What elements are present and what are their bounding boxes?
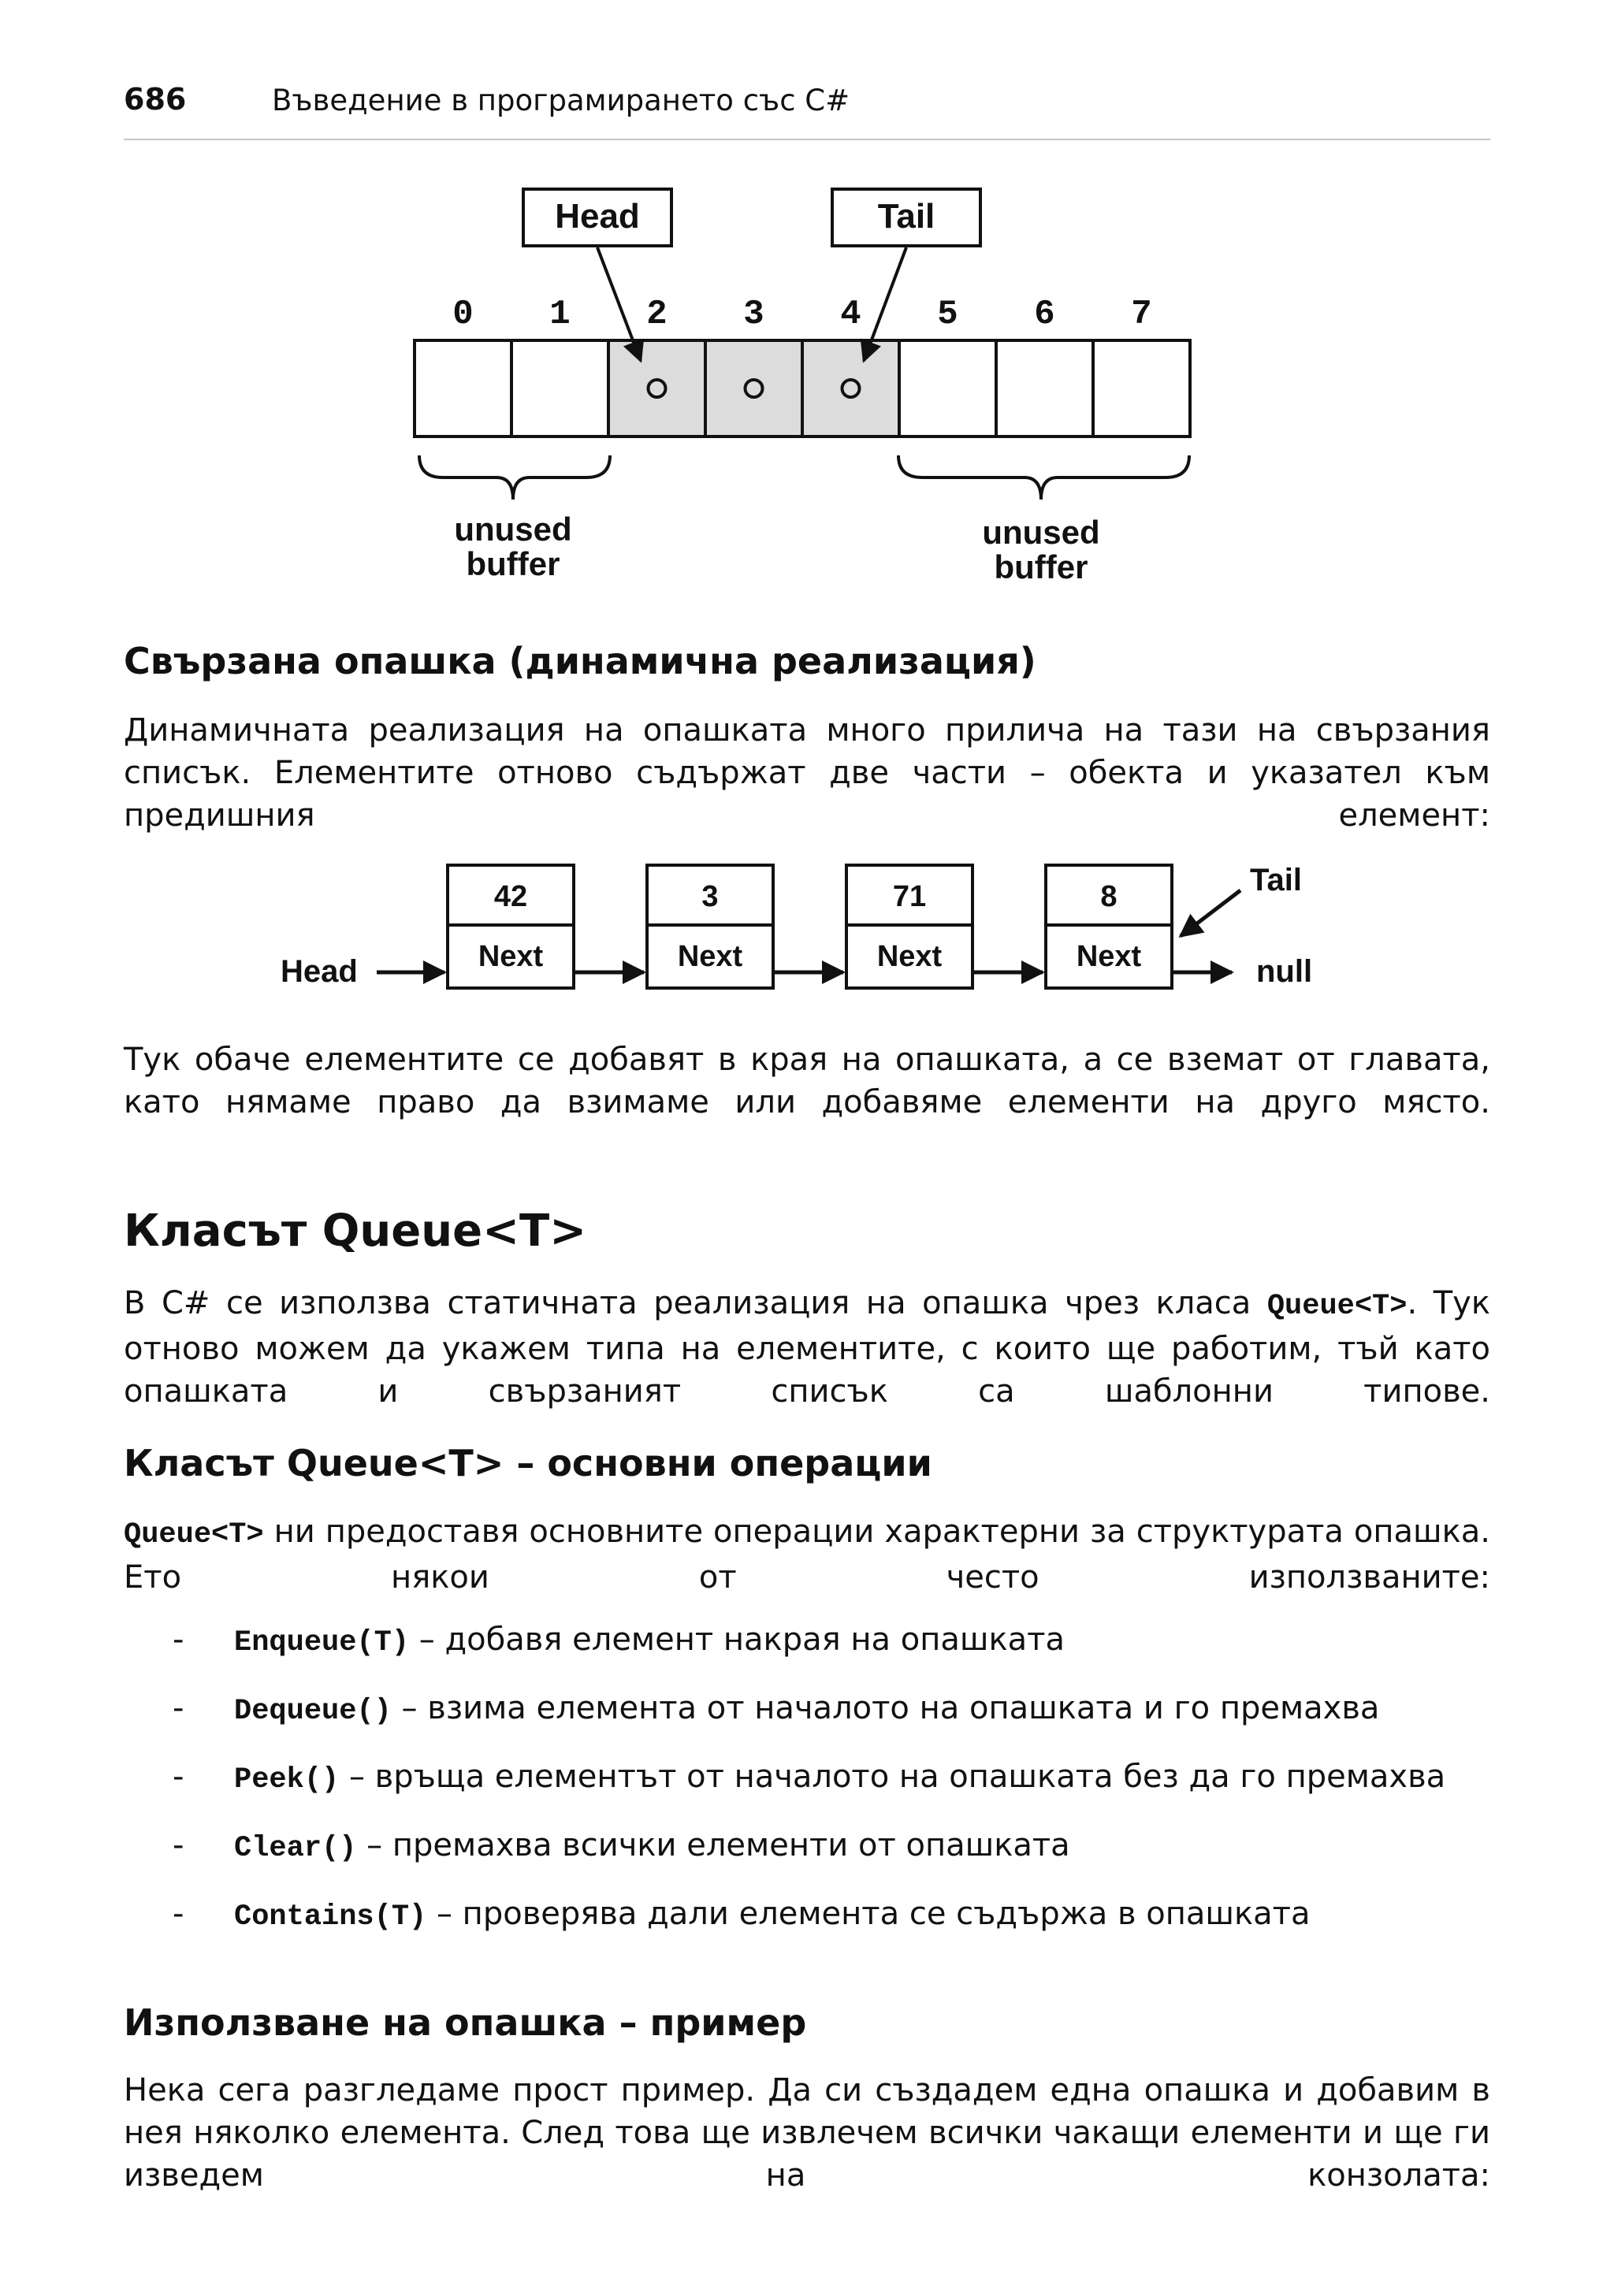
method-name: Enqueue(T) <box>234 1626 410 1659</box>
list-item-dequeue <box>124 1686 1490 1733</box>
node-next-label: Next <box>876 940 943 973</box>
paragraph-queue-class <box>124 1282 1490 1413</box>
method-description: – проверява дали елемента се съдържа в опашката <box>426 1896 1311 1932</box>
list-item-clear <box>124 1823 1490 1871</box>
node-value: 8 <box>1100 880 1118 913</box>
array-index-label: 3 <box>743 295 764 334</box>
inline-code-queue: Queue<T> <box>124 1518 264 1551</box>
array-index-label: 6 <box>1034 295 1055 334</box>
node-next-label: Next <box>1076 940 1142 973</box>
linked-queue-diagram <box>276 859 1348 1032</box>
unused-buffer-left-line1: unused <box>454 511 572 548</box>
array-cell-7 <box>1093 340 1190 437</box>
array-queue-diagram <box>394 181 1229 607</box>
paragraph-linked-intro: Динамичната реализация на опашката много прилича на тази на свързания списък. Елементите отново съдържат две части – обекта и указател към предишния елемент: <box>124 712 1490 834</box>
heading-queue-example: Използване на опашка – пример <box>124 2001 807 2044</box>
list-item-contains <box>124 1892 1490 1939</box>
array-cell-6 <box>996 340 1093 437</box>
unused-buffer-right-line1: unused <box>982 514 1100 551</box>
heading-queue-class: Класът Queue<T> <box>124 1206 587 1257</box>
null-label: null <box>1256 954 1313 989</box>
heading-basic-operations: Класът Queue<T> – основни операции <box>124 1442 932 1484</box>
array-index-label: 0 <box>452 295 474 334</box>
running-header <box>124 82 1490 140</box>
tail-label: Tail <box>877 197 935 236</box>
head-label: Head <box>555 197 640 236</box>
bullet-dash: - <box>173 1896 184 1932</box>
node-value: 71 <box>892 880 927 913</box>
method-description: – взима елемента от началото на опашката и го премахва <box>391 1690 1380 1726</box>
bullet-dash: - <box>173 1690 184 1726</box>
bullet-dash: - <box>173 1827 184 1863</box>
unused-buffer-right-line2: buffer <box>994 548 1088 585</box>
linked-head-label: Head <box>281 954 358 989</box>
right-buffer-brace <box>898 455 1189 500</box>
node-next-label: Next <box>677 940 743 973</box>
array-cell-0 <box>415 340 511 437</box>
array-cell-4 <box>802 340 899 437</box>
method-name: Clear() <box>234 1832 357 1865</box>
paragraph-linked-details: Тук обаче елементите се добавят в края на опашката, а се вземат от главата, като нямаме право да взимаме или добавяме елементи на друго място. <box>124 1042 1490 1120</box>
list-item-enqueue <box>124 1618 1490 1665</box>
method-description: – премахва всички елементи от опашката <box>356 1827 1070 1863</box>
array-index-label: 4 <box>840 295 861 334</box>
method-description: – добавя елемент накрая на опашката <box>409 1622 1065 1658</box>
bullet-dash: - <box>173 1622 184 1658</box>
paragraph-text: В C# се използва статичната реализация на опашка чрез класа <box>124 1285 1267 1321</box>
paragraph-operations-intro <box>124 1510 1490 1599</box>
method-name: Dequeue() <box>234 1695 392 1728</box>
operations-list <box>124 1618 1490 1939</box>
array-index-label: 2 <box>646 295 668 334</box>
node-value: 3 <box>701 880 719 913</box>
array-cell-3 <box>705 340 802 437</box>
book-title: Въведение в програмирането със C# <box>272 84 850 117</box>
unused-buffer-left-line2: buffer <box>466 545 560 582</box>
array-index-label: 1 <box>549 295 571 334</box>
node-value: 42 <box>493 880 528 913</box>
array-index-label: 7 <box>1131 295 1152 334</box>
array-cell-1 <box>511 340 608 437</box>
method-name: Contains(T) <box>234 1900 427 1934</box>
node-next-label: Next <box>478 940 544 973</box>
array-cell-5 <box>899 340 996 437</box>
bullet-dash: - <box>173 1759 184 1795</box>
paragraph-example-intro: Нека сега разгледаме прост пример. Да си създадем една опашка и добавим в нея няколко елемента. След това ще извлечем всички чакащи елементи и ще ги изведем на конзолата: <box>124 2072 1490 2194</box>
method-name: Peek() <box>234 1763 340 1796</box>
paragraph-text: . Тук отново можем да укажем типа на елементите, с които ще работим, тъй като опашката и свързаният списък са шаблонни типове. <box>124 1285 1490 1410</box>
list-item-peek <box>124 1755 1490 1802</box>
page-number: 686 <box>124 82 187 117</box>
array-cell-2 <box>608 340 705 437</box>
left-buffer-brace <box>419 455 610 500</box>
inline-code-queue: Queue<T> <box>1266 1290 1408 1323</box>
linked-tail-label: Tail <box>1250 863 1302 897</box>
array-index-label: 5 <box>937 295 958 334</box>
paragraph-text: ни предоставя основните операции характерни за структурата опашка. Ето някои от често използваните: <box>124 1514 1490 1596</box>
method-description: – връща елементът от началото на опашката без да го премахва <box>339 1759 1446 1795</box>
tail-pointer-arrow-linked <box>1181 890 1240 936</box>
heading-linked-queue: Свързана опашка (динамична реализация) <box>124 640 1036 682</box>
